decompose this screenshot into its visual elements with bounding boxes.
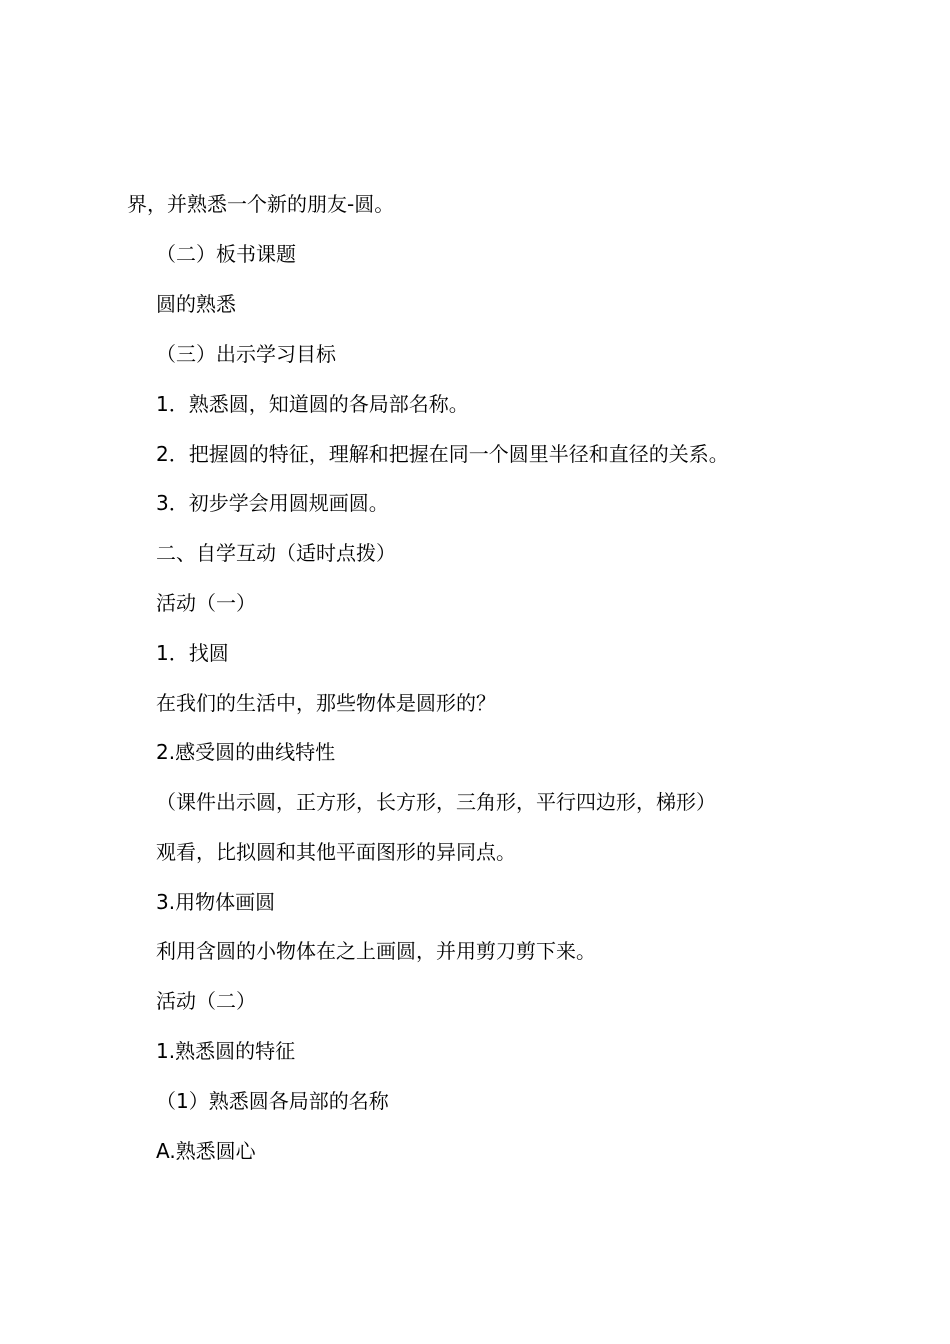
text-line-7: 3．初步学会用圆规画圆。 [156, 491, 389, 515]
text-line-5: 1．熟悉圆，知道圆的各局部名称。 [156, 392, 469, 416]
text-line-10: 1．找圆 [156, 641, 229, 665]
text-line-8: 二、自学互动（适时点拨） [156, 541, 396, 565]
text-line-1: 界，并熟悉一个新的朋友-圆。 [127, 192, 395, 216]
text-line-9: 活动（一） [156, 591, 256, 615]
text-line-2: （二）板书课题 [156, 242, 296, 266]
text-line-4: （三）出示学习目标 [156, 342, 336, 366]
text-line-20: A.熟悉圆心 [156, 1139, 256, 1163]
text-line-17: 活动（二） [156, 989, 256, 1013]
text-line-6: 2．把握圆的特征，理解和把握在同一个圆里半径和直径的关系。 [156, 442, 729, 466]
text-line-15: 3.用物体画圆 [156, 890, 276, 914]
text-line-18: 1.熟悉圆的特征 [156, 1039, 296, 1063]
text-line-12: 2.感受圆的曲线特性 [156, 740, 336, 764]
text-line-16: 利用含圆的小物体在之上画圆，并用剪刀剪下来。 [156, 939, 596, 963]
text-line-3: 圆的熟悉 [156, 292, 236, 316]
text-line-11: 在我们的生活中，那些物体是圆形的？ [156, 691, 496, 715]
text-line-13: （课件出示圆，正方形，长方形，三角形，平行四边形，梯形） [156, 790, 716, 814]
text-line-14: 观看，比拟圆和其他平面图形的异同点。 [156, 840, 516, 864]
text-line-19: （1）熟悉圆各局部的名称 [156, 1089, 389, 1113]
